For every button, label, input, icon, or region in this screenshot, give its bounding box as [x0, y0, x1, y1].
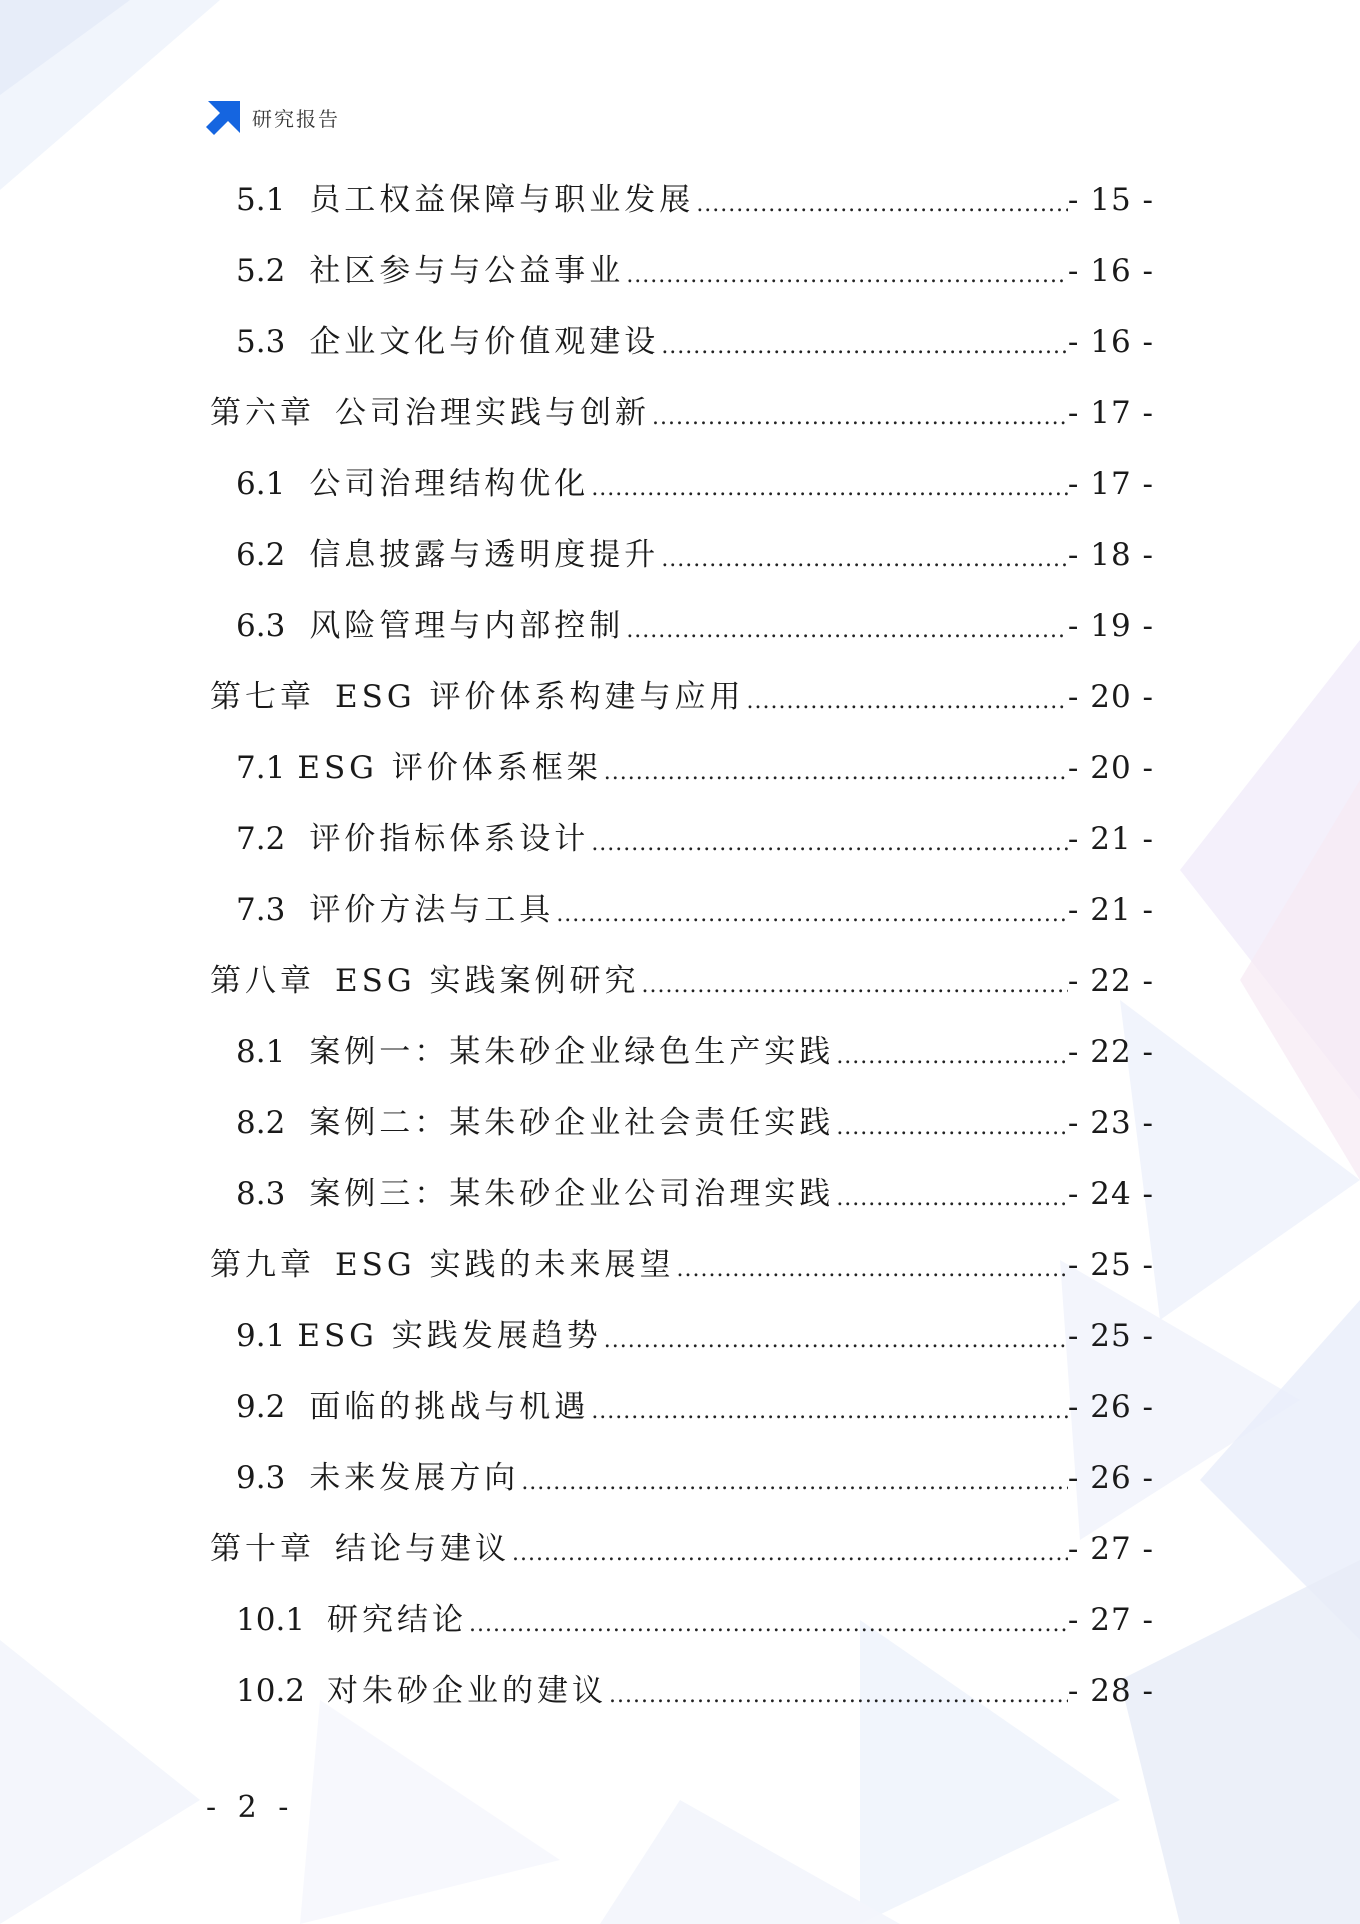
toc-entry-title: ESG 评价体系框架	[297, 750, 602, 786]
toc-entry[interactable]	[236, 1385, 1154, 1429]
toc-entry-number: 5.1	[236, 182, 286, 218]
toc-leader-dots	[834, 1111, 1068, 1145]
toc-entry-number: 5.2	[236, 253, 286, 289]
toc-entry-number: 8.1	[236, 1034, 286, 1070]
toc-entry-page: - 24 -	[1067, 1176, 1154, 1212]
toc-chapter-entry[interactable]	[210, 675, 1154, 719]
toc-entry[interactable]	[236, 1669, 1154, 1713]
toc-leader-dots	[589, 827, 1068, 861]
toc-entry[interactable]	[236, 1598, 1154, 1642]
toc-leader-dots	[674, 1253, 1067, 1287]
toc-leader-dots	[602, 1324, 1068, 1358]
toc-leader-dots	[554, 898, 1068, 932]
toc-entry-title: 案例三：某朱砂企业公司治理实践	[309, 1176, 835, 1212]
toc-leader-dots	[834, 1040, 1068, 1074]
toc-entry[interactable]	[236, 604, 1154, 648]
toc-entry-page: - 20 -	[1067, 679, 1154, 715]
toc-leader-dots	[650, 401, 1068, 435]
toc-entry-page: - 22 -	[1067, 1034, 1154, 1070]
toc-chapter-entry[interactable]	[210, 1243, 1154, 1287]
toc-entry-number: 7.2	[236, 821, 286, 857]
toc-chapter-entry[interactable]	[210, 391, 1154, 435]
toc-entry[interactable]	[236, 1101, 1154, 1145]
toc-entry-number: 第九章	[210, 1247, 315, 1283]
toc-entry-number: 8.2	[236, 1105, 286, 1141]
toc-entry-page: - 16 -	[1067, 324, 1154, 360]
toc-entry[interactable]	[236, 746, 1154, 790]
toc-leader-dots	[589, 472, 1068, 506]
toc-entry-page: - 16 -	[1067, 253, 1154, 289]
toc-chapter-entry[interactable]	[210, 1527, 1154, 1571]
toc-entry-number: 10.1	[236, 1602, 306, 1638]
toc-entry-title: 员工权益保障与职业发展	[309, 182, 695, 218]
toc-entry-number: 8.3	[236, 1176, 286, 1212]
toc-chapter-entry[interactable]	[210, 959, 1154, 1003]
toc-entry-page: - 28 -	[1067, 1673, 1154, 1709]
toc-entry-title: 未来发展方向	[309, 1460, 520, 1496]
toc-leader-dots	[607, 1679, 1068, 1713]
toc-entry-page: - 26 -	[1067, 1460, 1154, 1496]
toc-entry-title: ESG 实践案例研究	[335, 963, 640, 999]
toc-entry-title: ESG 实践发展趋势	[297, 1318, 602, 1354]
toc-entry-page: - 27 -	[1067, 1531, 1154, 1567]
toc-entry-page: - 22 -	[1067, 963, 1154, 999]
toc-entry-page: - 23 -	[1067, 1105, 1154, 1141]
toc-entry[interactable]	[236, 1456, 1154, 1500]
toc-entry-title: 对朱砂企业的建议	[327, 1673, 608, 1709]
toc-entry-number: 第十章	[210, 1531, 315, 1567]
toc-leader-dots	[659, 330, 1068, 364]
toc-entry[interactable]	[236, 1030, 1154, 1074]
toc-entry-title: ESG 实践的未来展望	[335, 1247, 675, 1283]
toc-entry-title: 结论与建议	[335, 1531, 510, 1567]
toc-entry-number: 9.2	[236, 1389, 286, 1425]
toc-entry-page: - 20 -	[1067, 750, 1154, 786]
toc-entry-title: ESG 评价体系构建与应用	[335, 679, 745, 715]
toc-entry-page: - 26 -	[1067, 1389, 1154, 1425]
toc-leader-dots	[602, 756, 1068, 790]
toc-entry-page: - 18 -	[1067, 537, 1154, 573]
toc-entry-page: - 21 -	[1067, 892, 1154, 928]
toc-entry[interactable]	[236, 462, 1154, 506]
toc-entry-title: 公司治理实践与创新	[335, 395, 650, 431]
toc-leader-dots	[659, 543, 1068, 577]
toc-leader-dots	[624, 614, 1068, 648]
toc-entry-page: - 17 -	[1067, 395, 1154, 431]
toc-entry-number: 第七章	[210, 679, 315, 715]
toc-leader-dots	[744, 685, 1067, 719]
toc-leader-dots	[510, 1537, 1068, 1571]
toc-entry-number: 6.2	[236, 537, 286, 573]
toc-entry-number: 6.3	[236, 608, 286, 644]
header-title: 研究报告	[252, 106, 340, 131]
toc-entry-page: - 25 -	[1067, 1247, 1154, 1283]
toc-entry-number: 6.1	[236, 466, 286, 502]
toc-entry-title: 案例一：某朱砂企业绿色生产实践	[309, 1034, 835, 1070]
toc-entry[interactable]	[236, 533, 1154, 577]
toc-entry-title: 案例二：某朱砂企业社会责任实践	[309, 1105, 835, 1141]
toc-entry-page: - 17 -	[1067, 466, 1154, 502]
toc-entry-page: - 19 -	[1067, 608, 1154, 644]
toc-leader-dots	[519, 1466, 1068, 1500]
toc-leader-dots	[624, 259, 1068, 293]
toc-entry-title: 社区参与与公益事业	[309, 253, 625, 289]
toc-entry-title: 研究结论	[327, 1602, 468, 1638]
toc-leader-dots	[639, 969, 1067, 1003]
toc-entry[interactable]	[236, 178, 1154, 222]
toc-leader-dots	[467, 1608, 1068, 1642]
toc-entry[interactable]	[236, 320, 1154, 364]
toc-entry-page: - 21 -	[1067, 821, 1154, 857]
toc-entry-number: 第六章	[210, 395, 315, 431]
toc-entry-title: 企业文化与价值观建设	[309, 324, 660, 360]
toc-entry-title: 评价指标体系设计	[309, 821, 590, 857]
page-number: - 2 -	[206, 1790, 295, 1825]
toc-entry[interactable]	[236, 249, 1154, 293]
toc-entry-title: 信息披露与透明度提升	[309, 537, 660, 573]
toc-entry[interactable]	[236, 1172, 1154, 1216]
toc-entry-page: - 15 -	[1067, 182, 1154, 218]
toc-entry[interactable]	[236, 888, 1154, 932]
toc-entry[interactable]	[236, 1314, 1154, 1358]
toc-entry-title: 公司治理结构优化	[309, 466, 590, 502]
report-header	[206, 98, 340, 136]
toc-entry-title: 风险管理与内部控制	[309, 608, 625, 644]
toc-entry-number: 5.3	[236, 324, 286, 360]
toc-entry-number: 7.1	[236, 750, 286, 786]
toc-entry[interactable]	[236, 817, 1154, 861]
toc-entry-number: 第八章	[210, 963, 315, 999]
toc-entry-page: - 27 -	[1067, 1602, 1154, 1638]
toc-entry-number: 9.3	[236, 1460, 286, 1496]
toc-entry-number: 9.1	[236, 1318, 286, 1354]
toc-leader-dots	[694, 188, 1068, 222]
toc-entry-number: 10.2	[236, 1673, 306, 1709]
toc-entry-title: 评价方法与工具	[309, 892, 555, 928]
toc-leader-dots	[834, 1182, 1068, 1216]
toc-entry-title: 面临的挑战与机遇	[309, 1389, 590, 1425]
toc-leader-dots	[589, 1395, 1068, 1429]
toc-entry-page: - 25 -	[1067, 1318, 1154, 1354]
toc-entry-number: 7.3	[236, 892, 286, 928]
arrow-up-right-icon	[206, 99, 242, 135]
